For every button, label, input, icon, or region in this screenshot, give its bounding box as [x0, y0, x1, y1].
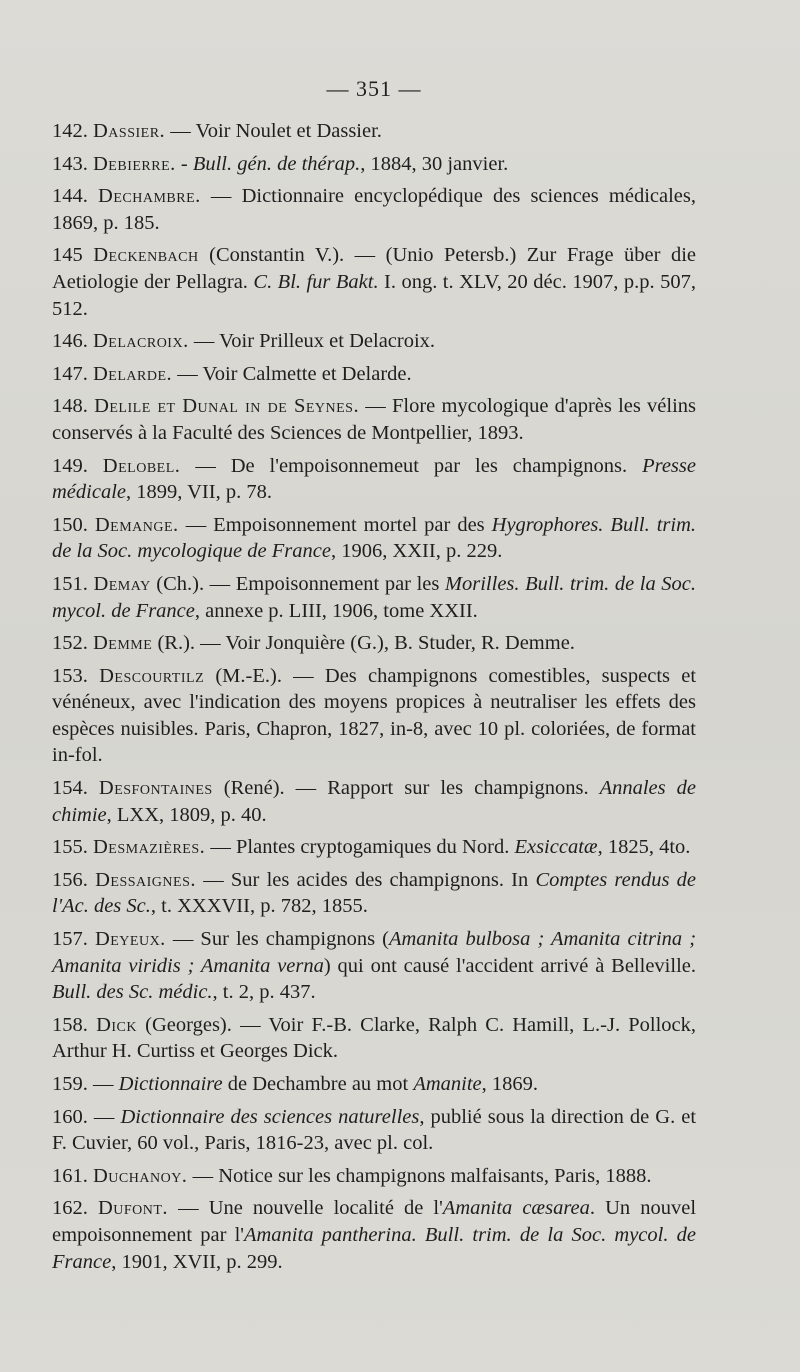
entry-text: , 1869. — [481, 1073, 539, 1095]
entry-text: — Voir Noulet et Dassier. — [170, 120, 382, 142]
entry-number: 158. — [52, 1013, 88, 1036]
entry-number: 150. — [52, 513, 88, 536]
bibliography-entry — [52, 453, 696, 506]
entry-number: 152. — [52, 632, 88, 655]
entry-text: — Sur les acides des champignons. In — [203, 868, 536, 891]
entry-author: Dick — [96, 1013, 137, 1036]
entry-author: Duchanoy. — [93, 1164, 188, 1187]
entry-text: ) qui ont causé l'accident arrivé à Belleville. — [323, 954, 696, 977]
entry-number: 151. — [52, 572, 88, 595]
entry-text: — De l'empoisonnemeut par les champignons. — [195, 454, 643, 477]
entry-number: 153. — [52, 664, 88, 687]
bibliography-entry — [52, 775, 696, 828]
entry-text: , 1884, 30 janvier. — [360, 152, 509, 175]
entry-author: Dessaignes. — [95, 868, 196, 891]
entry-title-italic: Morilles. Bull. trim. de la Soc. mycol. de France — [52, 572, 696, 622]
bibliography-entry — [52, 1071, 696, 1098]
entry-title-italic: Exsiccatæ — [514, 836, 598, 859]
entry-text: (M.-E.). — Des champignons comestibles, suspects et vénéneux, avec l'indication des moyens propices à neutraliser les effets des espèces nuisibles. Paris, Chapron, 1827, in-8, avec 10 pl. coloriées, de format in-fol. — [52, 664, 697, 767]
entry-author: Demay — [93, 572, 151, 595]
entry-number: 143. — [52, 152, 88, 175]
entry-number: 147. — [52, 362, 88, 385]
bibliography-entry — [52, 1195, 696, 1275]
bibliography-entry — [52, 834, 696, 861]
bibliography-entry — [52, 1163, 696, 1190]
entry-number: 160. — [52, 1105, 88, 1128]
entry-text: , t. XXXVII, p. 782, 1855. — [150, 895, 368, 918]
entry-text: , 1825, 4to. — [597, 836, 691, 859]
entry-text: — Une nouvelle localité de l' — [178, 1197, 443, 1220]
entry-text: — Sur les champignons ( — [172, 928, 389, 951]
entry-author: Deyeux. — [94, 928, 166, 951]
entry-text: — Voir Calmette et Delarde. — [177, 362, 412, 385]
entry-number: 148. — [52, 395, 88, 418]
entry-text: — Empoisonnement mortel par des — [185, 513, 492, 536]
entry-title-italic: Bull. des Sc. médic. — [52, 981, 213, 1004]
entry-title-italic: Hygrophores. Bull. trim. de la Soc. mycologique de France — [52, 513, 696, 563]
entry-text: — Flore mycologique d'après les vélins conservés à la Faculté des Sciences de Montpellier, 1893. — [52, 395, 697, 444]
entry-title-italic: Bull. gén. de thérap. — [192, 152, 361, 175]
entry-number: 156. — [52, 868, 88, 891]
entry-title-italic: Amanita bulbosa ; Amanita citrina ; Amanita viridis ; Amanita verna — [52, 928, 697, 977]
entry-title-italic: C. Bl. fur Bakt. — [253, 270, 379, 293]
entry-title-italic: Amanita cæsarea — [442, 1197, 590, 1220]
entry-author: Delacroix. — [93, 330, 189, 353]
entry-author: Delile et Dunal in de Seynes. — [94, 395, 360, 418]
entry-number: 144. — [52, 185, 88, 208]
entry-title-italic: Dictionnaire des sciences naturelles — [120, 1105, 420, 1128]
bibliography-entry — [52, 393, 696, 446]
entry-number: 155. — [52, 836, 88, 859]
entry-text: — — [93, 1073, 119, 1095]
entry-text: , 1901, XVII, p. 299. — [111, 1250, 283, 1273]
entry-text: , annexe p. LIII, 1906, tome XXII. — [194, 599, 478, 622]
entry-title-italic: Annales de chimie — [52, 777, 697, 826]
entry-number: 161. — [52, 1164, 88, 1187]
entry-title-italic: Amanita pantherina. Bull. trim. de la Soc. mycol. de France — [52, 1223, 696, 1273]
entry-text: , 1906, XXII, p. 229. — [330, 540, 503, 563]
entry-text: , publié sous la direction de G. et F. Cuvier, 60 vol., Paris, 1816-23, avec pl. col. — [52, 1105, 697, 1155]
entry-text: (René). — Rapport sur les champignons. — [223, 777, 600, 800]
entry-number: 149. — [52, 454, 88, 477]
entry-number: 142. — [52, 120, 88, 142]
entry-title-italic: Presse médicale — [52, 454, 696, 504]
entry-title-italic: Comptes rendus de l'Ac. des Sc. — [52, 868, 697, 918]
bibliography-list — [52, 118, 696, 1275]
page-number: — 351 — — [326, 76, 422, 101]
entry-author: Dechambre. — [98, 185, 201, 208]
bibliography-entry — [52, 328, 696, 355]
entry-text: , 1899, VII, p. 78. — [126, 481, 272, 504]
entry-text: — Notice sur les champignons malfaisants, Paris, 1888. — [192, 1164, 652, 1187]
bibliography-entry — [52, 183, 696, 236]
entry-number: 145 — [52, 244, 83, 267]
bibliography-entry — [52, 361, 696, 388]
entry-text: (Constantin V.). — (Unio Petersb.) Zur Frage über die Aetiologie der Pellagra. — [52, 244, 697, 293]
entry-text: (Ch.). — Empoisonnement par les — [156, 572, 445, 595]
bibliography-entry — [52, 926, 696, 1006]
entry-text: (Georges). — Voir F.-B. Clarke, Ralph C. Hamill, L.-J. Pollock, Arthur H. Curtiss et Georges Dick. — [52, 1013, 697, 1063]
entry-title-italic: Dictionnaire — [118, 1073, 223, 1095]
bibliography-entry — [52, 1012, 696, 1065]
bibliography-entry — [52, 242, 696, 322]
entry-text: , LXX, 1809, p. 40. — [106, 803, 267, 826]
entry-author: Demange. — [94, 513, 179, 536]
entry-text: , t. 2, p. 437. — [212, 981, 316, 1004]
entry-text: . Un nouvel empoisonnement par l' — [52, 1197, 697, 1246]
entry-number: 146. — [52, 330, 88, 353]
entry-number: 154. — [52, 777, 88, 800]
bibliography-entry — [52, 1104, 696, 1157]
entry-text: — Voir Prilleux et Delacroix. — [193, 330, 436, 353]
entry-text: — Dictionnaire encyclopédique des sciences médicales, 1869, p. 185. — [52, 185, 696, 234]
entry-author: Delobel. — [102, 454, 181, 477]
entry-number: 162. — [52, 1197, 88, 1220]
bibliography-entry — [52, 512, 696, 565]
entry-author: Descourtilz — [99, 664, 205, 687]
bibliography-entry — [52, 867, 696, 920]
entry-author: Debierre. — [93, 152, 176, 175]
entry-text: de Dechambre au mot — [222, 1073, 414, 1095]
bibliography-entry — [52, 118, 696, 145]
entry-text: — Plantes cryptogamiques du Nord. — [210, 836, 515, 859]
entry-text: — — [93, 1105, 121, 1128]
bibliography-entry — [52, 571, 696, 624]
entry-author: Dassier. — [93, 120, 166, 142]
bibliography-entry — [52, 663, 696, 769]
bibliography-entry — [52, 151, 696, 178]
entry-author: Dufont. — [97, 1197, 169, 1220]
entry-number: 159. — [52, 1073, 88, 1095]
entry-text: (R.). — Voir Jonquière (G.), B. Studer, R. Demme. — [157, 632, 575, 655]
entry-author: Deckenbach — [93, 244, 199, 267]
bibliography-entry — [52, 630, 696, 657]
entry-author: Demme — [93, 632, 153, 655]
entry-author: Desmazières. — [93, 836, 206, 859]
entry-author: Delarde. — [93, 362, 173, 385]
entry-author: Desfontaines — [98, 777, 213, 800]
entry-text: - — [180, 152, 193, 175]
entry-text: I. ong. t. XLV, 20 déc. 1907, p.p. 507, 512. — [52, 270, 696, 320]
entry-number: 157. — [52, 928, 88, 951]
entry-title-italic: Amanite — [413, 1073, 482, 1095]
